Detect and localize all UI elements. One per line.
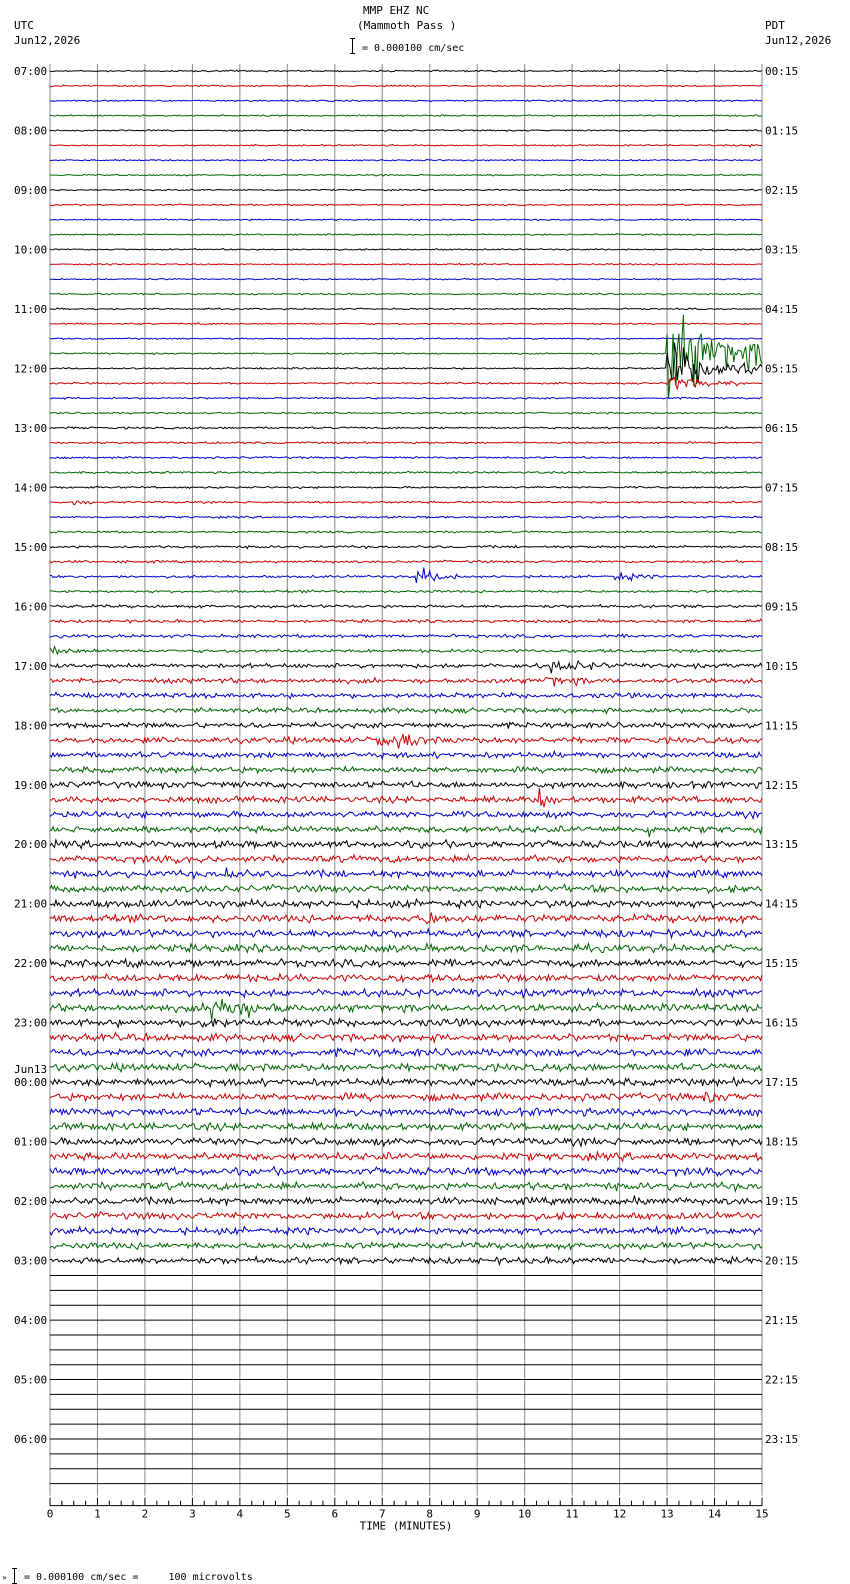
- pdt-hour-label: 05:15: [765, 362, 799, 376]
- pdt-hour-label: 18:15: [765, 1135, 799, 1149]
- seismogram-trace: [50, 323, 762, 325]
- seismogram-trace: [50, 100, 762, 102]
- seismogram-trace: [50, 1227, 762, 1235]
- utc-hour-label: 19:00: [14, 778, 48, 792]
- utc-hour-label: 22:00: [14, 957, 48, 971]
- seismogram-trace: [50, 899, 762, 908]
- seismogram-trace: [50, 1048, 762, 1057]
- seismogram-trace: [50, 412, 762, 414]
- pdt-hour-label: 07:15: [765, 481, 799, 495]
- station-location: (Mammoth Pass ): [357, 19, 457, 32]
- seismogram-trace: [50, 486, 762, 488]
- seismogram-trace: [50, 605, 762, 609]
- utc-hour-label: 07:00: [14, 65, 48, 78]
- utc-hour-label: 11:00: [14, 302, 48, 316]
- seismogram-trace: [50, 144, 762, 147]
- scale-label: = 0.000100 cm/sec: [362, 43, 465, 54]
- pdt-hour-label: 21:15: [765, 1314, 799, 1328]
- seismogram-trace: [50, 531, 762, 533]
- seismogram-trace: [50, 315, 762, 399]
- utc-hour-label: 20:00: [14, 838, 48, 852]
- seismogram-trace: [50, 189, 762, 191]
- seismogram-trace: [50, 234, 762, 236]
- time-axis: [47, 1498, 769, 1533]
- x-tick-label: 2: [141, 1507, 149, 1521]
- utc-date-change-label: Jun13: [14, 1063, 48, 1077]
- seismogram-trace: [50, 1063, 762, 1072]
- footer-arrow-icon: »: [2, 1573, 7, 1582]
- x-tick-label: 3: [189, 1507, 196, 1521]
- seismogram-trace: [50, 378, 762, 389]
- utc-hour-label: 12:00: [14, 362, 48, 376]
- pdt-hour-label: 01:15: [765, 124, 799, 138]
- footer-scale-label: = 0.000100 cm/sec = 100 microvolts: [24, 1572, 253, 1583]
- seismogram-trace: [50, 278, 762, 280]
- seismogram-trace: [50, 338, 762, 340]
- x-tick-label: 8: [426, 1507, 434, 1521]
- seismogram-trace: [50, 427, 762, 430]
- seismogram-trace: [50, 826, 762, 837]
- seismogram-trace: [50, 788, 762, 807]
- seismogram-trace: [50, 1018, 762, 1027]
- x-tick-label: 15: [755, 1507, 769, 1521]
- utc-hour-label: 14:00: [14, 481, 48, 495]
- footer-scale-bar-icon: [12, 1568, 17, 1584]
- pdt-hour-label: 15:15: [765, 957, 799, 971]
- seismogram-trace: [50, 1242, 762, 1249]
- seismogram-trace: [50, 397, 762, 399]
- pdt-hour-label: 06:15: [765, 421, 799, 435]
- pdt-hour-label: 00:15: [765, 65, 799, 78]
- seismogram-trace: [50, 943, 762, 952]
- x-tick-label: 11: [565, 1507, 579, 1521]
- seismogram-trace: [50, 442, 762, 444]
- utc-hour-label: 23:00: [14, 1016, 48, 1030]
- seismogram-trace: [50, 545, 762, 548]
- seismogram-trace: [50, 159, 762, 161]
- seismogram-trace: [50, 590, 762, 593]
- seismogram-trace: [50, 343, 762, 383]
- seismogram-trace: [50, 130, 762, 132]
- seismogram-trace: [50, 677, 762, 686]
- seismogram-trace: [50, 308, 762, 310]
- pdt-hour-label: 08:15: [765, 540, 799, 554]
- utc-hour-label: 10:00: [14, 243, 48, 257]
- seismogram-trace: [50, 661, 762, 673]
- utc-hour-label: 02:00: [14, 1195, 48, 1209]
- seismogram-trace: [50, 115, 762, 117]
- seismogram-trace: [50, 1033, 762, 1043]
- utc-date-label: Jun12,2026: [14, 34, 81, 47]
- seismogram-trace: [50, 619, 762, 623]
- seismogram-trace: [50, 516, 762, 519]
- x-tick-label: 12: [612, 1507, 627, 1521]
- utc-hour-label: 13:00: [14, 421, 48, 435]
- utc-zone-label: UTC: [14, 19, 34, 32]
- utc-hour-label: 09:00: [14, 183, 48, 197]
- pdt-date-label: Jun12,2026: [765, 34, 832, 47]
- x-tick-label: 5: [284, 1507, 291, 1521]
- utc-hour-label: 01:00: [14, 1135, 48, 1149]
- utc-hour-label: 05:00: [14, 1373, 48, 1387]
- pdt-hour-label: 10:15: [765, 659, 799, 673]
- x-tick-label: 10: [518, 1507, 532, 1521]
- station-title: MMP EHZ NC: [363, 4, 430, 17]
- pdt-hour-label: 09:15: [765, 600, 799, 614]
- seismogram-trace: [50, 1108, 762, 1117]
- utc-hour-label: 18:00: [14, 719, 48, 733]
- x-tick-label: 6: [331, 1507, 339, 1521]
- seismogram-trace: [50, 70, 762, 72]
- pdt-zone-label: PDT: [765, 19, 785, 32]
- pdt-hour-label: 20:15: [765, 1254, 799, 1268]
- seismogram-trace: [50, 867, 762, 878]
- seismogram-trace: [50, 707, 762, 713]
- pdt-hour-label: 03:15: [765, 243, 799, 257]
- pdt-hour-label: 22:15: [765, 1373, 799, 1387]
- utc-hour-label: 15:00: [14, 540, 48, 554]
- x-tick-label: 13: [660, 1507, 674, 1521]
- seismogram-trace: [50, 989, 762, 998]
- seismogram-trace: [50, 855, 762, 863]
- seismogram-trace: [50, 263, 762, 265]
- x-tick-label: 14: [707, 1507, 722, 1521]
- seismogram-trace: [50, 1092, 762, 1102]
- x-tick-label: 0: [46, 1507, 54, 1521]
- seismogram-trace: [50, 912, 762, 923]
- seismogram-trace: [50, 634, 762, 638]
- seismogram-trace: [50, 1138, 762, 1147]
- seismogram-trace: [50, 1078, 762, 1087]
- seismogram-trace: [50, 974, 762, 982]
- seismogram-trace: [50, 766, 762, 773]
- seismogram-trace: [50, 1167, 762, 1176]
- pdt-hour-label: 23:15: [765, 1433, 799, 1447]
- x-tick-label: 7: [378, 1507, 386, 1521]
- x-axis-label: TIME (MINUTES): [359, 1519, 453, 1533]
- pdt-hour-label: 14:15: [765, 897, 799, 911]
- seismogram-trace: [50, 85, 762, 87]
- seismogram-trace: [50, 457, 762, 459]
- seismogram-traces: [50, 70, 762, 1484]
- seismogram-trace: [50, 811, 762, 818]
- seismogram-trace: [50, 568, 762, 583]
- seismogram-trace: [50, 219, 762, 221]
- utc-hour-label: 21:00: [14, 897, 48, 911]
- seismogram-trace: [50, 1257, 762, 1265]
- seismogram-trace: [50, 692, 762, 698]
- utc-hour-label: 04:00: [14, 1314, 48, 1328]
- seismogram-trace: [50, 840, 762, 849]
- x-tick-label: 1: [94, 1507, 101, 1521]
- pdt-hour-label: 12:15: [765, 778, 799, 792]
- seismogram-trace: [50, 647, 762, 655]
- seismogram-trace: [50, 751, 762, 758]
- seismogram-trace: [50, 471, 762, 473]
- seismogram-trace: [50, 501, 762, 505]
- seismogram-trace: [50, 560, 762, 563]
- seismogram-trace: [50, 1182, 762, 1191]
- pdt-hour-label: 16:15: [765, 1016, 799, 1030]
- x-tick-label: 4: [236, 1507, 244, 1521]
- seismogram-trace: [50, 884, 762, 893]
- utc-hour-label: 16:00: [14, 600, 48, 614]
- pdt-hour-label: 13:15: [765, 838, 799, 852]
- pdt-hour-label: 19:15: [765, 1195, 799, 1209]
- seismogram-trace: [50, 174, 762, 176]
- seismogram-trace: [50, 959, 762, 968]
- seismogram-trace: [50, 929, 762, 938]
- seismogram-trace: [50, 781, 762, 789]
- seismogram-trace: [50, 734, 762, 749]
- pdt-hour-label: 02:15: [765, 183, 799, 197]
- seismogram-trace: [50, 1123, 762, 1131]
- utc-hour-label: 17:00: [14, 659, 48, 673]
- seismogram-trace: [50, 1196, 762, 1205]
- utc-hour-label: 06:00: [14, 1433, 48, 1447]
- seismogram-trace: [50, 204, 762, 206]
- utc-hour-label: 00:00: [14, 1076, 48, 1090]
- utc-hour-label: 03:00: [14, 1254, 48, 1268]
- utc-hour-label: 08:00: [14, 124, 48, 138]
- seismogram-trace: [50, 249, 762, 251]
- x-tick-label: 9: [473, 1507, 481, 1521]
- seismogram-trace: [50, 1152, 762, 1161]
- pdt-hour-label: 11:15: [765, 719, 799, 733]
- seismogram-trace: [50, 722, 762, 728]
- pdt-hour-label: 04:15: [765, 302, 799, 316]
- seismogram-trace: [50, 293, 762, 295]
- pdt-hour-label: 17:15: [765, 1076, 799, 1090]
- seismogram-trace: [50, 1212, 762, 1221]
- seismogram-trace: [50, 999, 762, 1020]
